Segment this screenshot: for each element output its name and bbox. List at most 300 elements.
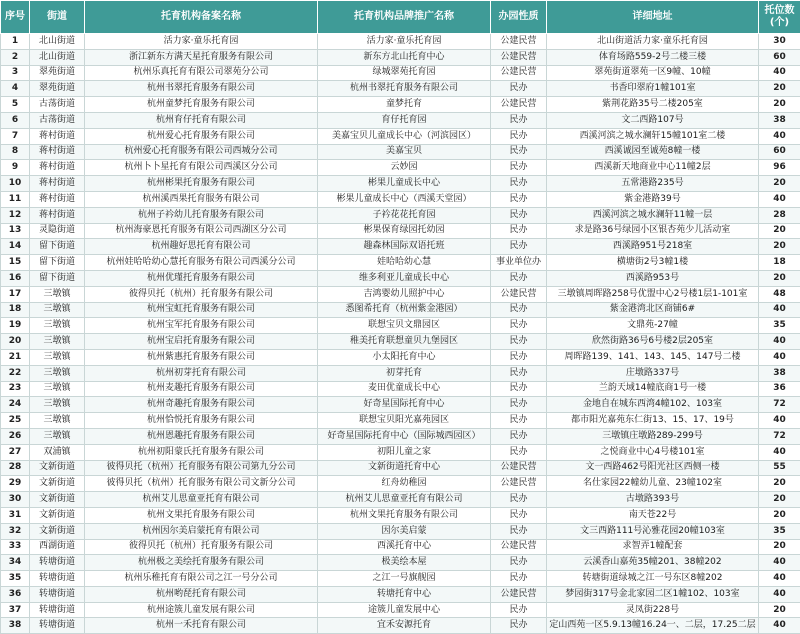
cell-street: 三墩镇 bbox=[30, 318, 85, 334]
cell-registered-name: 杭州爱心托育服务有限公司 bbox=[85, 128, 318, 144]
cell-seq: 6 bbox=[1, 112, 30, 128]
cell-capacity: 20 bbox=[759, 602, 800, 618]
cell-capacity: 72 bbox=[759, 397, 800, 413]
cell-registered-name: 杭州优瑾托育服务有限公司 bbox=[85, 270, 318, 286]
cell-capacity: 36 bbox=[759, 381, 800, 397]
table-row bbox=[1, 381, 800, 397]
cell-nature: 民办 bbox=[491, 444, 547, 460]
cell-street: 文新街道 bbox=[30, 460, 85, 476]
cell-address: 北山街道活力家·童乐托育园 bbox=[547, 34, 759, 50]
cell-brand-name: 趣森林国际双语托班 bbox=[318, 239, 491, 255]
table-row bbox=[1, 492, 800, 508]
cell-street: 文新街道 bbox=[30, 507, 85, 523]
cell-seq: 32 bbox=[1, 523, 30, 539]
cell-brand-name: 小太阳托育中心 bbox=[318, 349, 491, 365]
cell-capacity: 20 bbox=[759, 492, 800, 508]
cell-street: 三墩镇 bbox=[30, 349, 85, 365]
cell-seq: 36 bbox=[1, 586, 30, 602]
table-row bbox=[1, 349, 800, 365]
cell-brand-name: 美嘉宝贝 bbox=[318, 144, 491, 160]
cell-street: 转塘街道 bbox=[30, 586, 85, 602]
header-capacity-line1: 托位数 bbox=[759, 5, 800, 17]
cell-capacity: 38 bbox=[759, 112, 800, 128]
cell-nature: 民办 bbox=[491, 176, 547, 192]
cell-street: 三墩镇 bbox=[30, 413, 85, 429]
cell-capacity: 35 bbox=[759, 523, 800, 539]
cell-capacity: 40 bbox=[759, 586, 800, 602]
cell-street: 双浦镇 bbox=[30, 444, 85, 460]
cell-capacity: 20 bbox=[759, 223, 800, 239]
table-row bbox=[1, 507, 800, 523]
cell-registered-name: 彼得贝托（杭州）托育服务有限公司文新分公司 bbox=[85, 476, 318, 492]
table-row bbox=[1, 413, 800, 429]
cell-street: 留下街道 bbox=[30, 239, 85, 255]
cell-address: 西溪新天地商业中心11幢2层 bbox=[547, 160, 759, 176]
cell-nature: 民办 bbox=[491, 349, 547, 365]
cell-seq: 24 bbox=[1, 397, 30, 413]
cell-nature: 民办 bbox=[491, 160, 547, 176]
header-capacity-line2: (个) bbox=[759, 17, 800, 29]
cell-nature: 公建民营 bbox=[491, 65, 547, 81]
cell-nature: 民办 bbox=[491, 239, 547, 255]
cell-address: 转塘街道绿城之江一号东区8幢202 bbox=[547, 571, 759, 587]
cell-brand-name: 彬果儿童成长中心 bbox=[318, 176, 491, 192]
cell-seq: 23 bbox=[1, 381, 30, 397]
header-seq: 序号 bbox=[1, 1, 30, 34]
table-header bbox=[1, 1, 800, 34]
table-row bbox=[1, 112, 800, 128]
cell-registered-name: 杭州极之美绘托育服务有限公司 bbox=[85, 555, 318, 571]
cell-address: 三墩镇庄墩路289-299号 bbox=[547, 428, 759, 444]
cell-registered-name: 杭州一禾托育有限公司 bbox=[85, 618, 318, 634]
cell-registered-name: 杭州书翠托育服务有限公司 bbox=[85, 81, 318, 97]
cell-brand-name: 活力家·童乐托育园 bbox=[318, 34, 491, 50]
cell-capacity: 40 bbox=[759, 413, 800, 429]
cell-address: 紫金港湾北区商铺6# bbox=[547, 302, 759, 318]
cell-nature: 民办 bbox=[491, 618, 547, 634]
cell-seq: 14 bbox=[1, 239, 30, 255]
cell-address: 之悦商业中心4号楼101室 bbox=[547, 444, 759, 460]
cell-capacity: 55 bbox=[759, 460, 800, 476]
cell-address: 五常港路235号 bbox=[547, 176, 759, 192]
cell-registered-name: 浙江新东方满天星托育服务有限公司 bbox=[85, 49, 318, 65]
cell-street: 古荡街道 bbox=[30, 97, 85, 113]
cell-brand-name: 维多利亚儿童成长中心 bbox=[318, 270, 491, 286]
cell-seq: 38 bbox=[1, 618, 30, 634]
cell-registered-name: 杭州童梦托育服务有限公司 bbox=[85, 97, 318, 113]
cell-seq: 34 bbox=[1, 555, 30, 571]
cell-nature: 民办 bbox=[491, 191, 547, 207]
cell-nature: 民办 bbox=[491, 507, 547, 523]
cell-seq: 20 bbox=[1, 334, 30, 350]
cell-brand-name: 因尔美启蒙 bbox=[318, 523, 491, 539]
cell-seq: 2 bbox=[1, 49, 30, 65]
cell-brand-name: 杭州书翠托育服务有限公司 bbox=[318, 81, 491, 97]
cell-brand-name: 云妙园 bbox=[318, 160, 491, 176]
cell-registered-name: 杭州恰悦托育服务有限公司 bbox=[85, 413, 318, 429]
table-row bbox=[1, 34, 800, 50]
cell-brand-name: 子衿花花托育园 bbox=[318, 207, 491, 223]
cell-nature: 民办 bbox=[491, 571, 547, 587]
cell-capacity: 38 bbox=[759, 365, 800, 381]
cell-capacity: 20 bbox=[759, 539, 800, 555]
cell-nature: 民办 bbox=[491, 128, 547, 144]
cell-seq: 15 bbox=[1, 255, 30, 271]
cell-brand-name: 极美绘本屋 bbox=[318, 555, 491, 571]
cell-address: 西溪河滨之城水澜轩15幢101室二楼 bbox=[547, 128, 759, 144]
cell-brand-name: 联想宝贝文鼎园区 bbox=[318, 318, 491, 334]
cell-street: 西湖街道 bbox=[30, 539, 85, 555]
cell-brand-name: 彬果儿童成长中心（西溪天堂园） bbox=[318, 191, 491, 207]
cell-address: 定山西苑一区5.9.13幢16.24一、二层，17.25二层 bbox=[547, 618, 759, 634]
cell-capacity: 35 bbox=[759, 318, 800, 334]
table-row bbox=[1, 539, 800, 555]
cell-registered-name: 杭州哟琵托育有限公司 bbox=[85, 586, 318, 602]
cell-street: 三墩镇 bbox=[30, 334, 85, 350]
table-row bbox=[1, 602, 800, 618]
table-row bbox=[1, 65, 800, 81]
cell-address: 古墩路393号 bbox=[547, 492, 759, 508]
table-row bbox=[1, 428, 800, 444]
cell-street: 三墩镇 bbox=[30, 397, 85, 413]
cell-street: 古荡街道 bbox=[30, 112, 85, 128]
cell-registered-name: 杭州初芽托育有限公司 bbox=[85, 365, 318, 381]
cell-nature: 民办 bbox=[491, 492, 547, 508]
table-row bbox=[1, 81, 800, 97]
cell-brand-name: 绿城翠苑托育园 bbox=[318, 65, 491, 81]
cell-seq: 21 bbox=[1, 349, 30, 365]
cell-capacity: 20 bbox=[759, 81, 800, 97]
cell-capacity: 40 bbox=[759, 191, 800, 207]
cell-registered-name: 杭州乐稚托育有限公司之江一号分公司 bbox=[85, 571, 318, 587]
cell-seq: 19 bbox=[1, 318, 30, 334]
cell-capacity: 40 bbox=[759, 302, 800, 318]
cell-nature: 事业单位办 bbox=[491, 255, 547, 271]
cell-seq: 26 bbox=[1, 428, 30, 444]
table-row bbox=[1, 286, 800, 302]
cell-registered-name: 彼得贝托（杭州）托育服务有限公司 bbox=[85, 286, 318, 302]
cell-capacity: 40 bbox=[759, 571, 800, 587]
cell-address: 文三西路111号沁雅花园20幢103室 bbox=[547, 523, 759, 539]
cell-street: 转塘街道 bbox=[30, 618, 85, 634]
table-row bbox=[1, 476, 800, 492]
cell-street: 文新街道 bbox=[30, 476, 85, 492]
cell-street: 北山街道 bbox=[30, 49, 85, 65]
cell-registered-name: 杭州爱心托育服务有限公司西城分公司 bbox=[85, 144, 318, 160]
cell-address: 文鼎苑-27幢 bbox=[547, 318, 759, 334]
table-row bbox=[1, 207, 800, 223]
cell-capacity: 40 bbox=[759, 334, 800, 350]
cell-registered-name: 杭州因尔美启蒙托育有限公司 bbox=[85, 523, 318, 539]
cell-street: 转塘街道 bbox=[30, 555, 85, 571]
cell-address: 西溪路953号 bbox=[547, 270, 759, 286]
cell-address: 庄墩路337号 bbox=[547, 365, 759, 381]
cell-address: 灵凤街228号 bbox=[547, 602, 759, 618]
cell-street: 三墩镇 bbox=[30, 286, 85, 302]
cell-registered-name: 杭州宝启托育服务有限公司 bbox=[85, 334, 318, 350]
cell-street: 留下街道 bbox=[30, 255, 85, 271]
cell-capacity: 40 bbox=[759, 444, 800, 460]
cell-nature: 公建民营 bbox=[491, 586, 547, 602]
cell-nature: 公建民营 bbox=[491, 460, 547, 476]
cell-brand-name: 童梦托育 bbox=[318, 97, 491, 113]
cell-street: 三墩镇 bbox=[30, 428, 85, 444]
cell-brand-name: 转塘托育中心 bbox=[318, 586, 491, 602]
cell-seq: 37 bbox=[1, 602, 30, 618]
cell-nature: 民办 bbox=[491, 397, 547, 413]
cell-seq: 3 bbox=[1, 65, 30, 81]
cell-brand-name: 杭州文果托育服务有限公司 bbox=[318, 507, 491, 523]
cell-registered-name: 彼得贝托（杭州）托育服务有限公司第九分公司 bbox=[85, 460, 318, 476]
cell-street: 蒋村街道 bbox=[30, 176, 85, 192]
cell-registered-name: 杭州育仔托育有限公司 bbox=[85, 112, 318, 128]
cell-registered-name: 杭州卜卜星托育有限公司西溪区分公司 bbox=[85, 160, 318, 176]
cell-brand-name: 育仔托育园 bbox=[318, 112, 491, 128]
table-row bbox=[1, 239, 800, 255]
cell-seq: 9 bbox=[1, 160, 30, 176]
cell-capacity: 40 bbox=[759, 128, 800, 144]
cell-nature: 民办 bbox=[491, 223, 547, 239]
cell-brand-name: 杭州艾儿思童亚托育有限公司 bbox=[318, 492, 491, 508]
table-row bbox=[1, 318, 800, 334]
cell-brand-name: 途簇儿童发展中心 bbox=[318, 602, 491, 618]
cell-seq: 10 bbox=[1, 176, 30, 192]
cell-capacity: 20 bbox=[759, 176, 800, 192]
header-row bbox=[1, 1, 800, 34]
cell-capacity: 30 bbox=[759, 34, 800, 50]
cell-seq: 22 bbox=[1, 365, 30, 381]
cell-registered-name: 杭州子衿幼儿托育服务有限公司 bbox=[85, 207, 318, 223]
cell-capacity: 96 bbox=[759, 160, 800, 176]
cell-brand-name: 悉图希托育（杭州紫金港园） bbox=[318, 302, 491, 318]
cell-seq: 16 bbox=[1, 270, 30, 286]
table-row bbox=[1, 191, 800, 207]
cell-nature: 民办 bbox=[491, 318, 547, 334]
cell-address: 西溪路951号218室 bbox=[547, 239, 759, 255]
cell-brand-name: 文新街道托育中心 bbox=[318, 460, 491, 476]
cell-nature: 民办 bbox=[491, 112, 547, 128]
cell-seq: 4 bbox=[1, 81, 30, 97]
cell-registered-name: 杭州麦趣托育服务有限公司 bbox=[85, 381, 318, 397]
cell-nature: 民办 bbox=[491, 302, 547, 318]
cell-street: 转塘街道 bbox=[30, 571, 85, 587]
cell-street: 转塘街道 bbox=[30, 602, 85, 618]
cell-address: 金地自在城东西湾4幢102、103室 bbox=[547, 397, 759, 413]
table-row bbox=[1, 302, 800, 318]
cell-address: 名仕家园22幢幼儿童、23幢102室 bbox=[547, 476, 759, 492]
cell-brand-name: 之江一号旗舰园 bbox=[318, 571, 491, 587]
cell-address: 都市阳光嘉苑东仁街13、15、17、19号 bbox=[547, 413, 759, 429]
header-capacity bbox=[759, 1, 800, 34]
cell-nature: 公建民营 bbox=[491, 539, 547, 555]
cell-registered-name: 杭州奇趣托育服务有限公司 bbox=[85, 397, 318, 413]
cell-address: 欣然街路36号6号楼2层205室 bbox=[547, 334, 759, 350]
cell-seq: 31 bbox=[1, 507, 30, 523]
cell-address: 翠苑街道翠苑一区9幢、10幢 bbox=[547, 65, 759, 81]
cell-address: 三墩镇周晖路258号优盟中心2号楼1层1-101室 bbox=[547, 286, 759, 302]
cell-seq: 8 bbox=[1, 144, 30, 160]
cell-seq: 29 bbox=[1, 476, 30, 492]
cell-seq: 12 bbox=[1, 207, 30, 223]
cell-nature: 公建民营 bbox=[491, 49, 547, 65]
cell-address: 兰韵天域14幢底商1号一楼 bbox=[547, 381, 759, 397]
cell-capacity: 60 bbox=[759, 144, 800, 160]
cell-capacity: 18 bbox=[759, 255, 800, 271]
table-row bbox=[1, 555, 800, 571]
cell-brand-name: 初阳儿童之家 bbox=[318, 444, 491, 460]
cell-street: 三墩镇 bbox=[30, 381, 85, 397]
cell-seq: 5 bbox=[1, 97, 30, 113]
cell-registered-name: 杭州溪西果托育服务有限公司 bbox=[85, 191, 318, 207]
cell-street: 蒋村街道 bbox=[30, 144, 85, 160]
cell-seq: 17 bbox=[1, 286, 30, 302]
cell-brand-name: 西溪托育中心 bbox=[318, 539, 491, 555]
cell-seq: 11 bbox=[1, 191, 30, 207]
cell-registered-name: 杭州紫惠托育服务有限公司 bbox=[85, 349, 318, 365]
cell-street: 留下街道 bbox=[30, 270, 85, 286]
cell-seq: 28 bbox=[1, 460, 30, 476]
cell-seq: 30 bbox=[1, 492, 30, 508]
cell-street: 北山街道 bbox=[30, 34, 85, 50]
cell-seq: 18 bbox=[1, 302, 30, 318]
cell-street: 蒋村街道 bbox=[30, 128, 85, 144]
cell-nature: 民办 bbox=[491, 555, 547, 571]
cell-street: 蒋村街道 bbox=[30, 160, 85, 176]
cell-address: 梦园街317号金北家园二区1幢102、103室 bbox=[547, 586, 759, 602]
cell-capacity: 20 bbox=[759, 507, 800, 523]
cell-address: 南天苍22号 bbox=[547, 507, 759, 523]
cell-address: 西溪诚园至诚苑8幢一楼 bbox=[547, 144, 759, 160]
table-row bbox=[1, 334, 800, 350]
table-row bbox=[1, 176, 800, 192]
cell-nature: 民办 bbox=[491, 365, 547, 381]
cell-nature: 公建民营 bbox=[491, 34, 547, 50]
cell-registered-name: 杭州途簇儿童发展有限公司 bbox=[85, 602, 318, 618]
cell-nature: 公建民营 bbox=[491, 286, 547, 302]
cell-nature: 民办 bbox=[491, 270, 547, 286]
cell-address: 书香印翠府1幢101室 bbox=[547, 81, 759, 97]
cell-nature: 公建民营 bbox=[491, 476, 547, 492]
header-street: 街道 bbox=[30, 1, 85, 34]
cell-seq: 35 bbox=[1, 571, 30, 587]
cell-brand-name: 好奇星国际托育中心（国际城西园区） bbox=[318, 428, 491, 444]
table-row bbox=[1, 270, 800, 286]
cell-capacity: 20 bbox=[759, 270, 800, 286]
cell-address: 求是路36号绿园小区银杏苑少儿活动室 bbox=[547, 223, 759, 239]
cell-nature: 民办 bbox=[491, 428, 547, 444]
cell-capacity: 20 bbox=[759, 97, 800, 113]
cell-brand-name: 红舟幼稚园 bbox=[318, 476, 491, 492]
cell-nature: 民办 bbox=[491, 413, 547, 429]
cell-registered-name: 杭州乐真托育有限公司翠苑分公司 bbox=[85, 65, 318, 81]
table-row bbox=[1, 365, 800, 381]
table-row bbox=[1, 397, 800, 413]
table-row bbox=[1, 460, 800, 476]
cell-nature: 公建民营 bbox=[491, 97, 547, 113]
header-registered-name: 托育机构备案名称 bbox=[85, 1, 318, 34]
cell-brand-name: 宜禾安源托育 bbox=[318, 618, 491, 634]
cell-seq: 33 bbox=[1, 539, 30, 555]
cell-nature: 民办 bbox=[491, 81, 547, 97]
cell-address: 体育场路559-2号二楼三楼 bbox=[547, 49, 759, 65]
cell-seq: 27 bbox=[1, 444, 30, 460]
cell-street: 文新街道 bbox=[30, 523, 85, 539]
cell-address: 文一西路462号阳光社区西侧一楼 bbox=[547, 460, 759, 476]
cell-street: 三墩镇 bbox=[30, 365, 85, 381]
cell-capacity: 72 bbox=[759, 428, 800, 444]
cell-brand-name: 新东方北山托育中心 bbox=[318, 49, 491, 65]
cell-capacity: 20 bbox=[759, 476, 800, 492]
cell-capacity: 48 bbox=[759, 286, 800, 302]
cell-street: 蒋村街道 bbox=[30, 191, 85, 207]
table-row bbox=[1, 571, 800, 587]
cell-address: 西溪河滨之城水澜轩11幢一层 bbox=[547, 207, 759, 223]
cell-capacity: 40 bbox=[759, 65, 800, 81]
cell-registered-name: 杭州宝军托育服务有限公司 bbox=[85, 318, 318, 334]
table-row bbox=[1, 128, 800, 144]
cell-registered-name: 杭州艾儿思童亚托育有限公司 bbox=[85, 492, 318, 508]
cell-brand-name: 初芽托育 bbox=[318, 365, 491, 381]
cell-registered-name: 杭州海豪恩托育服务有限公司西湖区分公司 bbox=[85, 223, 318, 239]
cell-address: 求智弄1幢配套 bbox=[547, 539, 759, 555]
cell-seq: 13 bbox=[1, 223, 30, 239]
cell-brand-name: 联想宝贝阳光嘉苑园区 bbox=[318, 413, 491, 429]
cell-brand-name: 美嘉宝贝儿童成长中心（河滨园区） bbox=[318, 128, 491, 144]
cell-address: 云溪香山嘉苑35幢201、38幢202 bbox=[547, 555, 759, 571]
cell-capacity: 40 bbox=[759, 618, 800, 634]
table-row bbox=[1, 97, 800, 113]
cell-brand-name: 好奇星国际托育中心 bbox=[318, 397, 491, 413]
cell-street: 灵隐街道 bbox=[30, 223, 85, 239]
cell-seq: 25 bbox=[1, 413, 30, 429]
cell-nature: 民办 bbox=[491, 207, 547, 223]
table-row bbox=[1, 255, 800, 271]
cell-brand-name: 娃哈哈幼心慧 bbox=[318, 255, 491, 271]
cell-registered-name: 杭州宝虹托育服务有限公司 bbox=[85, 302, 318, 318]
cell-capacity: 60 bbox=[759, 49, 800, 65]
cell-nature: 民办 bbox=[491, 602, 547, 618]
cell-registered-name: 杭州趣好思托育有限公司 bbox=[85, 239, 318, 255]
cell-brand-name: 吉鸿婴幼儿照护中心 bbox=[318, 286, 491, 302]
cell-registered-name: 杭州恩趣托育服务有限公司 bbox=[85, 428, 318, 444]
cell-capacity: 28 bbox=[759, 207, 800, 223]
header-nature: 办园性质 bbox=[491, 1, 547, 34]
cell-registered-name: 杭州娃哈哈幼心慧托育服务有限公司西溪分公司 bbox=[85, 255, 318, 271]
table-body bbox=[1, 34, 800, 634]
table-row bbox=[1, 444, 800, 460]
cell-nature: 民办 bbox=[491, 523, 547, 539]
cell-seq: 7 bbox=[1, 128, 30, 144]
cell-brand-name: 稚美托育联想童贝九堡园区 bbox=[318, 334, 491, 350]
cell-address: 紫荆花路35号二楼205室 bbox=[547, 97, 759, 113]
cell-seq: 1 bbox=[1, 34, 30, 50]
cell-nature: 民办 bbox=[491, 381, 547, 397]
table-row bbox=[1, 49, 800, 65]
table-row bbox=[1, 586, 800, 602]
table-row bbox=[1, 523, 800, 539]
table-row bbox=[1, 160, 800, 176]
cell-brand-name: 麦田优童成长中心 bbox=[318, 381, 491, 397]
cell-address: 紫金港路39号 bbox=[547, 191, 759, 207]
cell-nature: 民办 bbox=[491, 144, 547, 160]
cell-nature: 民办 bbox=[491, 334, 547, 350]
cell-brand-name: 彬果保育绿园托幼园 bbox=[318, 223, 491, 239]
cell-street: 蒋村街道 bbox=[30, 207, 85, 223]
cell-registered-name: 杭州初阳蒙氏托育服务有限公司 bbox=[85, 444, 318, 460]
cell-registered-name: 杭州文果托育服务有限公司 bbox=[85, 507, 318, 523]
cell-street: 文新街道 bbox=[30, 492, 85, 508]
cell-capacity: 20 bbox=[759, 239, 800, 255]
